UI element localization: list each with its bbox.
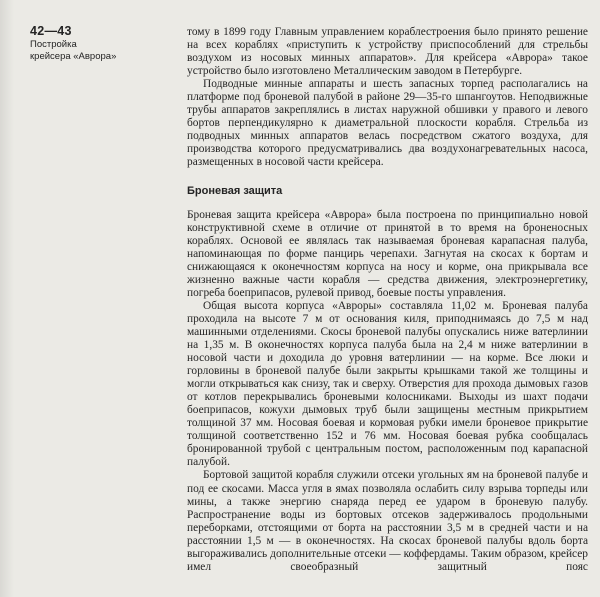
- running-head-line2: крейсера «Аврора»: [30, 51, 117, 62]
- paragraph-2: Подводные минные аппараты и шесть запасных торпед располагались на платформе под броневой палубой в районе 29—35-го шпангоутов. Неподвижные трубы аппаратов закреплялись в листах наружной обшивки у правого и левого бортов перпендикулярно к диаметральной плоскости корабля. Стрельба из подводных минных аппаратов велась посредством сжатого воздуха, для производства которого предусматривались два воздухонагревательных насоса, размещенных в носовой части крейсера.: [187, 78, 588, 169]
- paragraph-5: Бортовой защитой корабля служили отсеки угольных ям на броневой палубе и под ее скосами. Масса угля в ямах позволяла ослабить силу взрыва торпеды или мины, а также энергию снаряда перед ее ударом в броневую палубу. Распространение воды из бортовых отсеков задерживалось продольными переборками, отстоящими от борта на расстоянии 3,5 м в средней части и на расстоянии 1,5 м — в оконечностях. На скосах броневой палубы вдоль борта выгораживались дополнительные отсеки — коффердамы. Таким образом, крейсер имел своеобразный защитный пояс: [187, 469, 588, 573]
- paragraph-4: Общая высота корпуса «Авроры» составляла 11,02 м. Броневая палуба проходила на высоте 7 м от основания киля, приподнимаясь до 7,5 м над машинными отделениями. Скосы броневой палубы опускались ниже ватерлинии на 1,35 м. В оконечностях корпуса палуба была на 2,4 м ниже ватерлинии в носовой части и доходила до уровня ватерлинии — на корме. Все люки и горловины в броневой палубе были закрыты крышками такой же толщины и могли открываться как снизу, так и сверху. Отверстия для прохода дымовых газов от котлов перекрывались броневыми колосниками. Выходы из шахт подачи боеприпасов, кожухи дымовых труб были защищены местным прикрытием толщиной 37 мм. Носовая боевая и кормовая рубки имели броневое прикрытие толщиной соответственно 152 и 76 мм. Носовая боевая рубка сообщалась бронированной трубой с центральным постом, расположенным под карапасной палубой.: [187, 299, 588, 469]
- main-text-column: [187, 26, 588, 574]
- paragraph-1: тому в 1899 году Главным управлением кораблестроения было принято решение на всех кораблях «приступить к устройству приспособлений для стрельбы воздухом из носовых минных аппаратов». Для крейсера «Аврора» такое устройство было изготовлено Металлическим заводом в Петербурге.: [187, 26, 588, 78]
- paragraph-3: Броневая защита крейсера «Аврора» была построена по принципиально новой конструктивной схеме в отличие от принятой в то время на броненосных кораблях. Основой ее являлась так называемая броневая карапасная палуба, напоминающая по форме панцирь черепахи. Загнутая на скосах к бортам и снижающаяся к оконечностям корпуса на носу и корме, она прикрывала все жизненно важные части корабля — средства движения, электроэнергетику, погреба боеприпасов, рулевой привод, боевые посты управления.: [187, 208, 588, 299]
- running-head-line1: Постройка: [30, 39, 77, 50]
- spine-shadow: [0, 0, 14, 597]
- page-numbers: 42—43: [30, 24, 72, 38]
- section-heading: Броневая защита: [187, 184, 283, 197]
- margin-column: [30, 24, 140, 62]
